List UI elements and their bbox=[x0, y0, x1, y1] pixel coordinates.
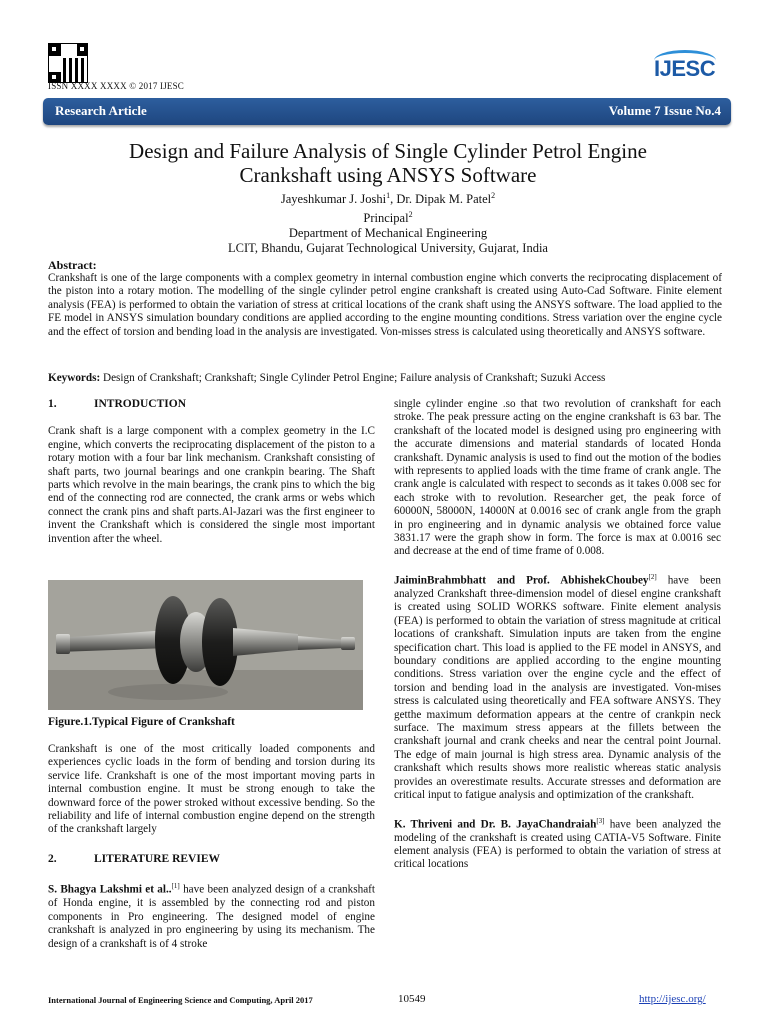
logo-text: IJESC bbox=[654, 56, 716, 81]
qr-code-icon bbox=[48, 43, 88, 83]
author-block bbox=[48, 188, 728, 256]
literature-paragraph-2: JaiminBrahmbhatt and Prof. AbhishekChoubey[2] have been analyzed Crankshaft three-dimension model of diesel engine crankshaft is created using SOLID WORKS software. Finite element analysis (FEA) is performed to obtain the variation of stress magnitude at critical locations of crankshaft. Simulation inputs are taken from the engine specification chart. This load is applied to the FE model in ANSYS, and boundary conditions are applied according to the engine mounting conditions. Stress variation over the engine cycle and the effect of torsion and bending load in the analysis are investigated. Von-mises stress is calculated using theoretically and FEA software ANSYS. They getthe maximum deformation appears at the centre of crankpin neck surface. The maximum stress appears at the fillets between the crankshaft journal and crank cheeks and near the central point Journal. The edge of main journal is high stress area. Dynamic analysis of the crankshaft which results shows more realistic whereas static analysis provides an overestimate results. Accurate stresses and deformation are critical input to fatigue analysis and optimization of the crankshaft. bbox=[394, 572, 721, 802]
abstract-heading: Abstract: bbox=[48, 258, 97, 272]
footer-url-link[interactable]: http://ijesc.org/ bbox=[639, 993, 706, 1005]
section-heading-introduction: 1. INTRODUCTION bbox=[48, 398, 187, 410]
keywords-label: Keywords: bbox=[48, 372, 101, 384]
journal-logo bbox=[646, 48, 726, 86]
footer-journal: International Journal of Engineering Science and Computing, April 2017 bbox=[48, 995, 313, 1005]
left-column-top bbox=[48, 398, 375, 546]
abstract-text: Crankshaft is one of the large components with a complex geometry in internal combustion engine which converts the reciprocating displacement of the piston into a rotary motion. The modelling of the single cylinder petrol engine crankshaft is created using Auto-Cad Software. Finite element analysis (FEA) is performed to obtain the variation of stress at critical locations of the crank shaft using the ANSYS software. The load applied to the FE model in ANSYS simulation boundary conditions are applied according to the engine mounting conditions. Stress variation over the engine cycle and the effect of torsion and bending load in the analysis are investigated. Von-misses stress is calculated using theoretically and ANSYS software. bbox=[48, 272, 722, 338]
article-banner bbox=[43, 98, 731, 125]
literature-paragraph-1: S. Bhagya Lakshmi et al..[1] have been analyzed design of a crankshaft of Honda engine, it is assembled by the connecting rod and piston components in Pro engineering. The designed model of engine crankshaft is analyzed in pro engineering by using its mechanism. The design of a crankshaft is of 4 stroke bbox=[48, 882, 375, 950]
right-column bbox=[394, 398, 721, 872]
figure-caption: Figure.1.Typical Figure of Crankshaft bbox=[48, 716, 235, 728]
issn-text: ISSN XXXX XXXX © 2017 IJESC bbox=[48, 81, 184, 91]
literature-paragraph-1-continued: single cylinder engine .so that two revolution of crankshaft for each stroke. The peak pressure acting on the engine crankshaft is 63 bar. The crankshaft of the located model is designed using pro engineering with the accurate dimensions and material standards of located Honda crankshaft. Dynamic analysis is used to find out the motion of the bodies with represents to applied loads with the time frame of crank angle. The crank angle is calculated with respect to seconds as it takes 0.008 sec for each stroke with to revolution. Researcher get, the peak force of 60000N, 58000N, 14000N at 0.0016 sec of crank angle from the graph in pro engineering and in dynamic analysis we obtained force value 3831.17 were the graph show in form. The force is max at 0.0016 sec and decrease at the end of time frame of 0.008. bbox=[394, 398, 721, 558]
keywords-text: Design of Crankshaft; Crankshaft; Single Cylinder Petrol Engine; Failure analysis of Crankshaft; Suzuki Access bbox=[100, 372, 606, 384]
literature-paragraph-3: K. Thriveni and Dr. B. JayaChandraiah[3] have been analyzed the modeling of the crankshaft is created using CATIA-V5 Software. Finite element analysis (FEA) is performed to obtain the variation of stress at critical locations bbox=[394, 816, 721, 871]
author-role: Principal$^2$ bbox=[363, 210, 413, 226]
author-names: Jayeshkumar J. Joshi$^1$, Dr. Dipak M. Patel$^2$ bbox=[280, 191, 496, 207]
title-line-2: Crankshaft using ANSYS Software bbox=[239, 163, 537, 187]
paper-title bbox=[48, 139, 728, 187]
author-department: Department of Mechanical Engineering bbox=[288, 226, 488, 241]
intro-paragraph-2: Crankshaft is one of the most critically loaded components and experiences cyclic loads in the form of bending and torsion during its service life. Crankshaft is one of the most important moving parts in internal combustion engine. It must be strong enough to take the downward force of the power stroked without excessive bending. So the reliability and life of internal combustion engine depend on the strength of the crankshaft largely bbox=[48, 743, 375, 836]
title-line-1: Design and Failure Analysis of Single Cylinder Petrol Engine bbox=[129, 139, 647, 163]
author-affiliation: LCIT, Bhandu, Gujarat Technological University, Gujarat, India bbox=[228, 241, 548, 256]
left-column-bottom bbox=[48, 743, 375, 951]
crankshaft-figure bbox=[48, 580, 363, 710]
keywords bbox=[48, 371, 728, 385]
crankshaft-image bbox=[48, 580, 363, 710]
article-type: Research Article bbox=[55, 103, 147, 118]
intro-paragraph-1: Crank shaft is a large component with a complex geometry in the I.C engine, which converts the reciprocating displacement of the piston to a rotary motion with a four bar link mechanism. Crankshaft consisting of shaft parts, two journal bearings and one crankpin bearing. The Shaft parts which revolve in the main bearings, the crank pins to which the big end of the connecting rod are connected, the crank arms or webs which connect the crank pins and shaft parts.Al-Jazari was the first engineer to invent the Crankshaft which is considered the single most important invention after the wheel. bbox=[48, 425, 375, 545]
section-heading-literature-review: 2. LITERATURE REVIEW bbox=[48, 852, 220, 865]
footer-page-number: 10549 bbox=[398, 993, 426, 1005]
volume-issue: Volume 7 Issue No.4 bbox=[608, 103, 721, 118]
